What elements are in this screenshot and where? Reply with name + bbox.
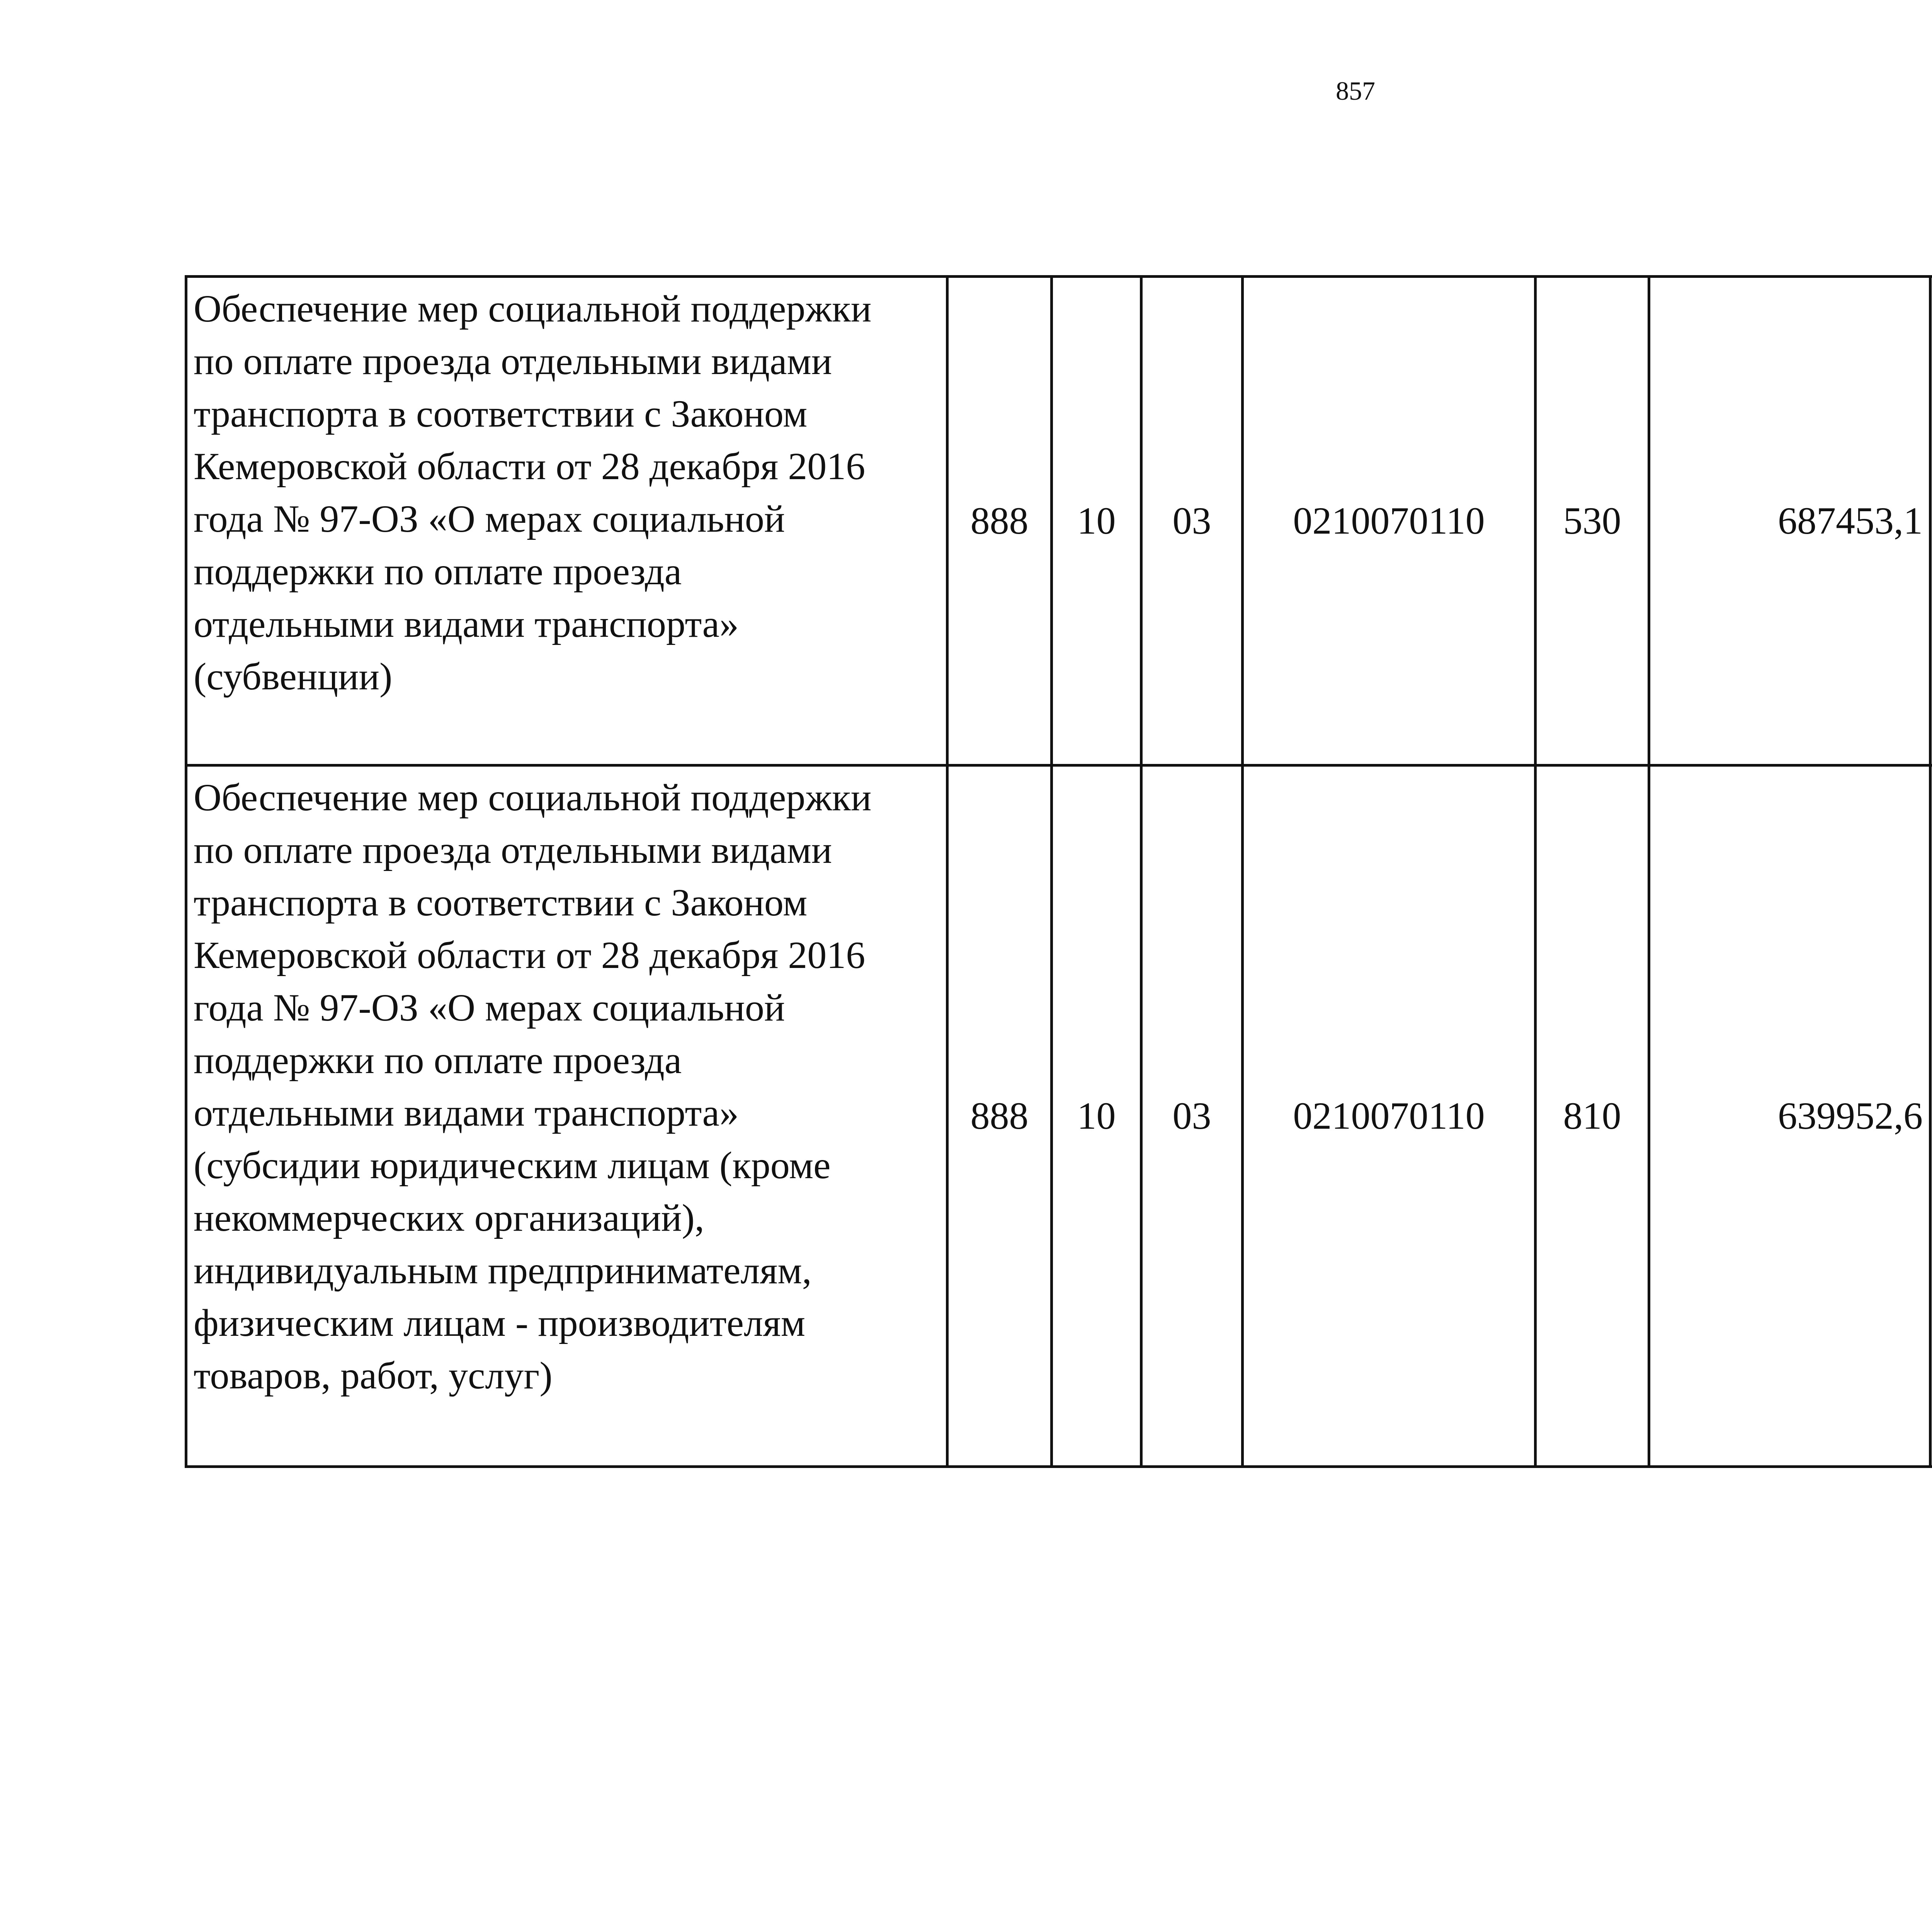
table-row [186,277,1932,765]
table-row [186,765,1932,1467]
section-code-cell: 10 [1052,277,1141,765]
description-line: (субвенции) [194,655,393,698]
subsection-code-cell: 03 [1141,765,1243,1467]
description-line: Обеспечение мер социальной поддержки [194,776,872,819]
amount-1-cell: 687453,1 [1649,277,1930,765]
description-cell [186,277,947,765]
amount-2-cell [1930,277,1932,765]
description-line: года № 97-ОЗ «О мерах социальной [194,986,785,1029]
expense-type-cell: 810 [1536,765,1649,1467]
description-line: года № 97-ОЗ «О мерах социальной [194,497,785,540]
description-line: транспорта в соответствии с Законом [194,881,808,924]
section-code-cell: 10 [1052,765,1141,1467]
description-line: Кемеровской области от 28 декабря 2016 [194,934,866,976]
target-article-cell: 0210070110 [1243,277,1536,765]
expense-type-cell: 530 [1536,277,1649,765]
description-line: некоммерческих организаций), [194,1196,704,1239]
description-line: индивидуальным предпринимателям, [194,1249,812,1292]
description-line: физическим лицам - производителям [194,1301,806,1344]
amount-2-cell [1930,765,1932,1467]
amount-1-cell: 639952,6 [1649,765,1930,1467]
ministry-code-cell: 888 [947,765,1052,1467]
budget-table [185,275,1932,1468]
description-line: Кемеровской области от 28 декабря 2016 [194,445,866,488]
page-number: 857 [1336,76,1375,105]
description-line: поддержки по оплате проезда [194,1039,682,1082]
description-line: (субсидии юридическим лицам (кроме [194,1144,831,1187]
description-line: товаров, работ, услуг) [194,1354,553,1397]
description-cell [186,765,947,1467]
description-line: отдельными видами транспорта» [194,1091,739,1134]
subsection-code-cell: 03 [1141,277,1243,765]
target-article-cell: 0210070110 [1243,765,1536,1467]
description-line: Обеспечение мер социальной поддержки [194,287,872,330]
description-line: поддержки по оплате проезда [194,550,682,593]
ministry-code-cell: 888 [947,277,1052,765]
description-line: по оплате проезда отдельными видами [194,828,832,871]
description-line: транспорта в соответствии с Законом [194,392,808,435]
description-line: отдельными видами транспорта» [194,602,739,645]
description-line: по оплате проезда отдельными видами [194,340,832,383]
